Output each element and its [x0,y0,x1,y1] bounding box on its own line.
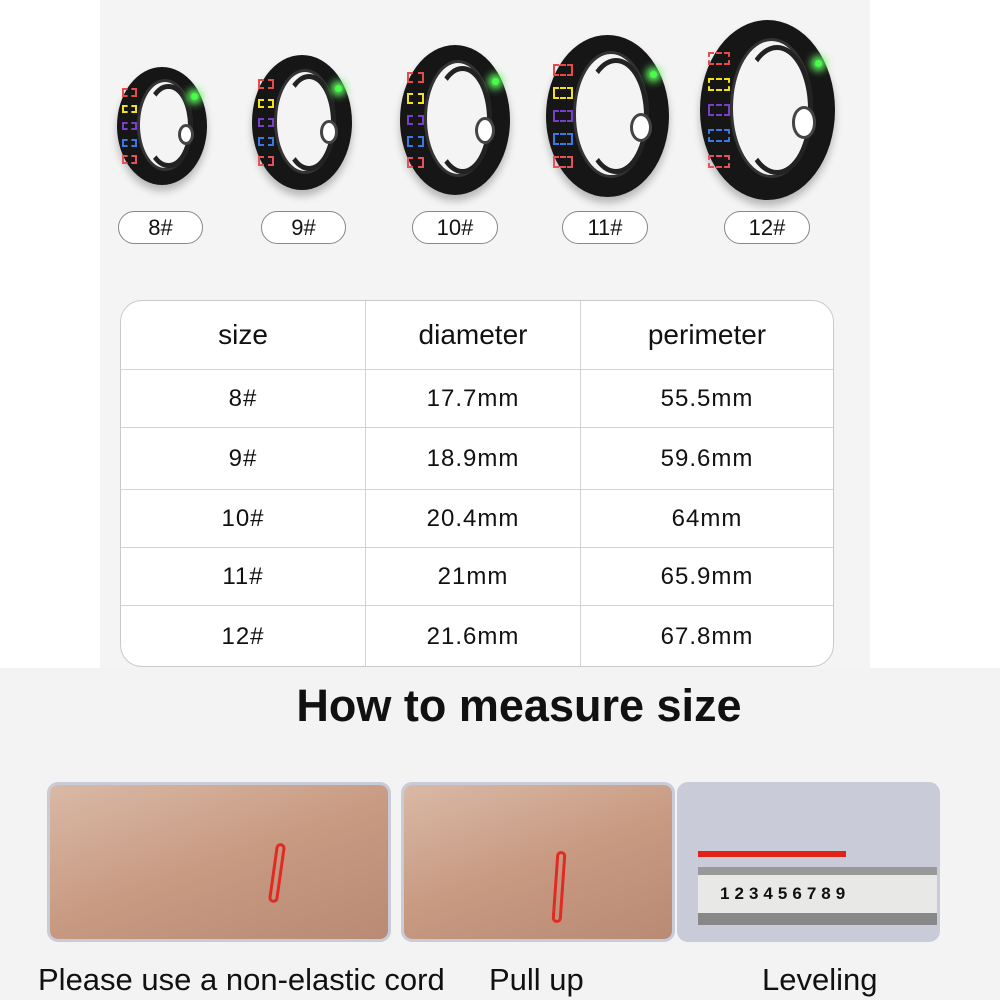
smart-ring-11 [546,35,669,197]
ruler-number: 5 [777,884,788,903]
led-digit [708,155,730,168]
ruler-number: 2 [734,884,744,903]
size-pill-11: 11# [562,211,648,244]
led-digit [407,93,425,104]
table-row [121,547,833,605]
led-digits [258,79,274,165]
green-led-icon [335,85,342,92]
table-header [121,301,833,369]
led-digit [553,133,573,144]
led-digit [553,64,573,75]
photo-pull-up [404,785,672,939]
cell-size: 11# [121,548,366,605]
green-led-icon [650,71,657,78]
photo-cord-on-finger [50,785,388,939]
led-digit [407,157,425,168]
green-led-icon [815,60,822,67]
sensor-icon [630,113,652,142]
section-title: How to measure size [296,680,742,731]
led-digit [708,52,730,65]
step-caption-2: Pull up [489,962,584,997]
ruler [698,867,937,925]
led-digit [258,118,274,128]
cell-diameter: 18.9mm [366,428,581,489]
led-digit [708,78,730,91]
led-digit [258,99,274,109]
led-digit [258,156,274,166]
led-digit [122,139,136,147]
led-digit [122,122,136,130]
step-caption-1: Please use a non-elastic cord [38,962,445,997]
led-digit [553,156,573,167]
cell-diameter: 21mm [366,548,581,605]
cell-perimeter: 67.8mm [660,623,754,650]
led-digit [708,104,730,117]
cell-perimeter: 59.6mm [660,444,754,472]
led-digit [122,88,136,96]
cell-perimeter: 55.5mm [660,384,754,412]
cell-size: 8# [121,370,366,427]
header-perimeter: perimeter [647,319,767,350]
ruler-number: 4 [763,884,773,903]
sensor-icon [178,124,194,145]
red-cord [268,843,286,904]
led-digit [258,137,274,147]
cord-length-bar [698,851,846,857]
led-digits [553,64,573,168]
cell-diameter: 20.4mm [366,490,581,547]
ruler-number: 1 [720,884,730,903]
ruler-number: 6 [792,884,802,903]
cell-perimeter: 64mm [671,504,743,532]
table-row [121,605,833,667]
table-row [121,369,833,427]
ruler-number: 7 [806,884,817,903]
cell-perimeter: 65.9mm [660,562,754,590]
led-digits [407,72,425,168]
led-digits [122,88,136,164]
ruler-number: 3 [748,884,759,903]
led-digit [407,115,425,126]
led-digit [258,79,274,89]
sensor-icon [792,106,816,138]
ruler-number: 9 [835,884,846,903]
cell-size: 12# [121,606,366,667]
sensor-icon [475,117,495,144]
table-row [121,427,833,489]
cell-size: 9# [121,428,366,489]
size-pill-8: 8# [118,211,203,244]
cell-diameter: 21.6mm [366,606,581,667]
size-table [120,300,834,667]
sensor-icon [320,120,338,144]
smart-ring-9 [252,55,352,190]
size-pill-9: 9# [261,211,346,244]
led-digit [553,110,573,121]
led-digit [708,129,730,142]
header-diameter: diameter [366,301,581,369]
smart-ring-10 [400,45,510,195]
ruler-number: 8 [821,884,831,903]
header-size: size [121,301,366,369]
green-led-icon [492,78,499,85]
smart-ring-8 [117,67,207,185]
cell-size: 10# [121,490,366,547]
led-digits [708,52,730,167]
green-led-icon [191,93,198,100]
table-row [121,489,833,547]
size-pill-10: 10# [412,211,498,244]
led-digit [122,105,136,113]
cell-diameter: 17.7mm [366,370,581,427]
led-digit [407,72,425,83]
led-digit [122,155,136,163]
photo-ruler [680,785,937,939]
led-digit [553,87,573,98]
red-cord [552,851,567,924]
step-caption-3: Leveling [762,962,878,997]
smart-ring-12 [700,20,835,200]
led-digit [407,136,425,147]
size-pill-12: 12# [724,211,810,244]
